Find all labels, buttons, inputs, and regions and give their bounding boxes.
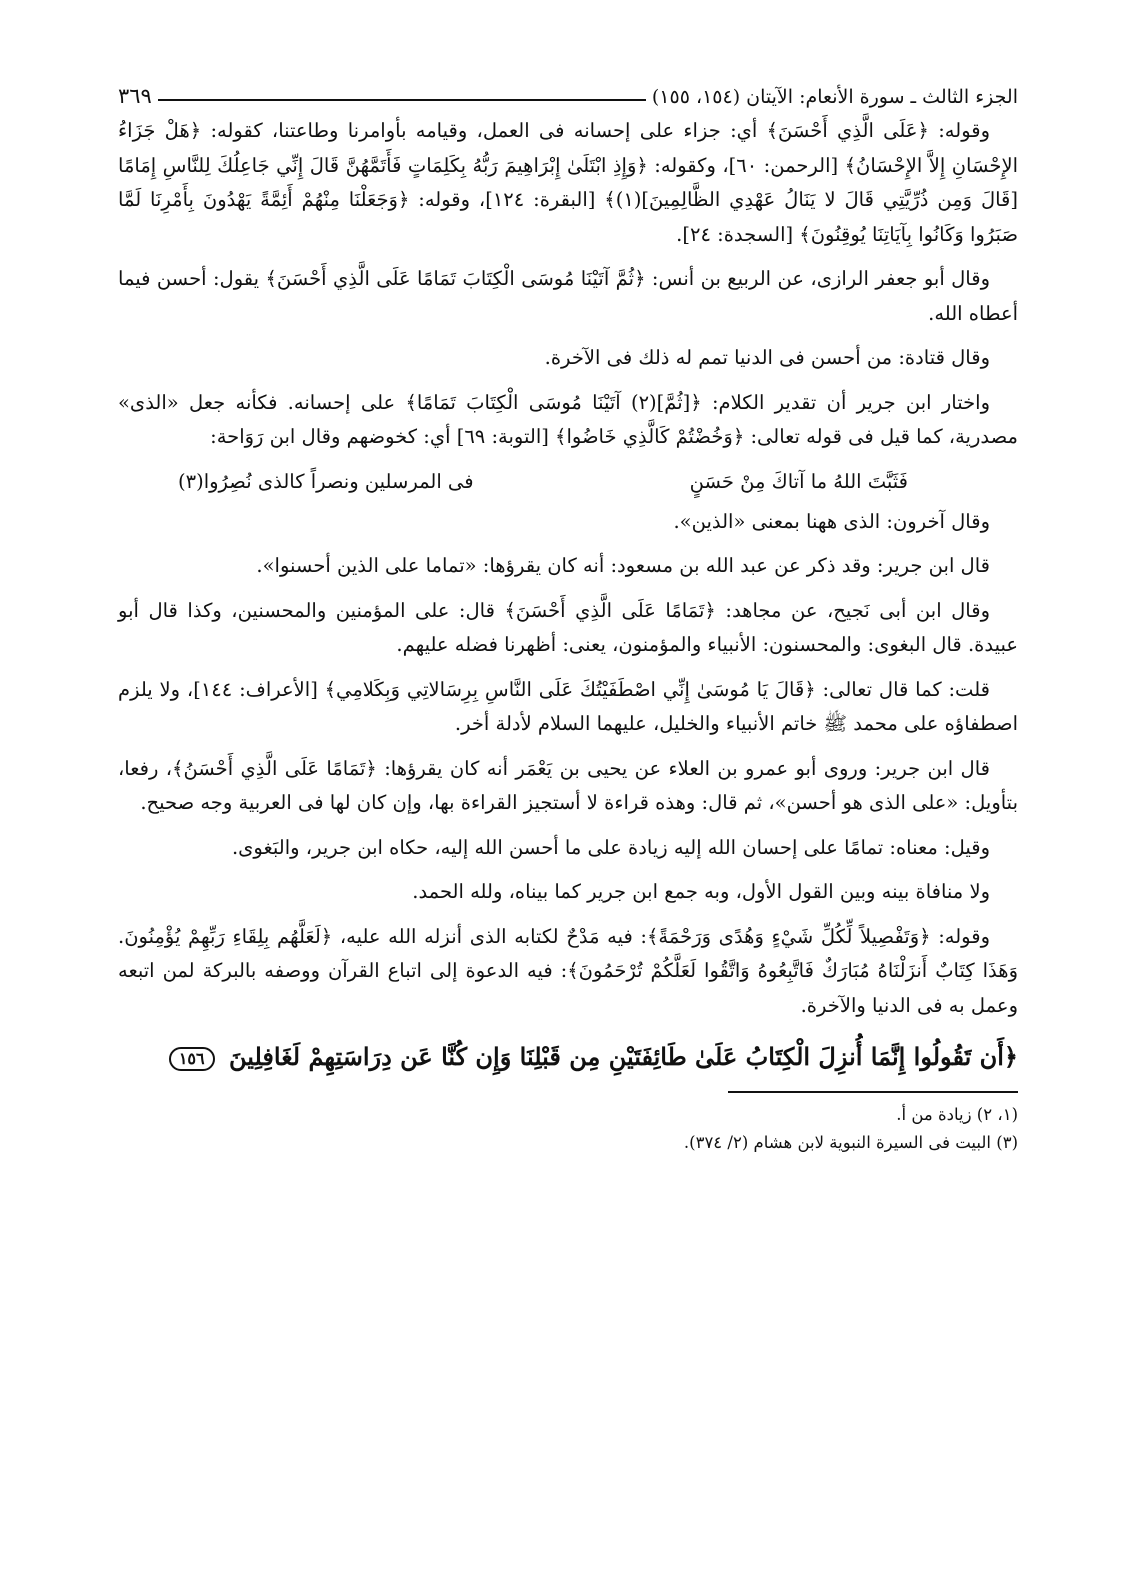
ayah-number-badge: ١٥٦ — [169, 1047, 215, 1071]
paragraph: وقيل: معناه: تمامًا على إحسان الله إليه زيادة على ما أحسن الله إليه، حكاه ابن جرير، والبَغوى. — [231, 835, 990, 859]
ayah-text: ﴿أَن تَقُولُوا إِنَّمَا أُنزِلَ الْكِتَابُ عَلَىٰ طَائِفَتَيْنِ مِن قَبْلِنَا وَإِن كُنَّا عَن دِرَاسَتِهِمْ لَغَافِلِينَ — [228, 1042, 1018, 1071]
paragraph: ولا منافاة بينه وبين القول الأول، وبه جمع ابن جرير كما بيناه، ولله الحمد. — [412, 880, 990, 903]
quran-ayah — [118, 1035, 1018, 1079]
paragraph: واختار ابن جرير أن تقدير الكلام: ﴿[ثُمَّ](٢) آتَيْنَا مُوسَى الْكِتَابَ تَمَامًا﴾ على إحسانه. فكأنه جعل «الذى» مصدرية، كما قيل فى قوله تعالى: ﴿وَخُضْتُمْ كَالَّذِي خَاضُوا﴾ [التوبة: ٦٩] أي: كخوضهم وقال ابن رَوَاحة: — [118, 390, 1018, 448]
paragraph: وقال قتادة: من أحسن فى الدنيا تمم له ذلك فى الآخرة. — [544, 346, 990, 369]
footnote: (٣) البيت فى السيرة النبوية لابن هشام (٢/ ٣٧٤). — [683, 1133, 1018, 1152]
paragraph: وقوله: ﴿عَلَى الَّذِي أَحْسَنَ﴾ أي: جزاء على إحسانه فى العمل، وقيامه بأوامرنا وطاعتنا، كقوله: ﴿هَلْ جَزَاءُ الإِحْسَانِ إِلاَّ الإِحْسَانُ﴾ [الرحمن: ٦٠]، وكقوله: ﴿وَإِذِ ابْتَلَىٰ إِبْرَاهِيمَ رَبُّهُ بِكَلِمَاتٍ فَأَتَمَّهُنَّ قَالَ إِنِّي جَاعِلُكَ لِلنَّاسِ إِمَامًا [قَالَ وَمِن ذُرِّيَّتِي قَالَ لا يَنَالُ عَهْدِي الظَّالِمِينَ](١)﴾ [البقرة: ١٢٤]، وقوله: ﴿وَجَعَلْنَا مِنْهُمْ أَئِمَّةً يَهْدُونَ بِأَمْرِنَا لَمَّا صَبَرُوا وَكَانُوا بِآيَاتِنَا يُوقِنُونَ﴾ [السجدة: ٢٤]. — [118, 119, 1018, 246]
footnote-rule — [728, 1091, 1018, 1093]
header-title: الجزء الثالث ـ سورة الأنعام: الآيتان (١٥٤، ١٥٥) — [651, 86, 1018, 108]
paragraph: وقال ابن أبى نَجيح، عن مجاهد: ﴿تَمَامًا عَلَى الَّذِي أَحْسَنَ﴾ قال: على المؤمنين والمحسنين، وكذا قال أبو عبيدة. قال البغوى: والمحسنون: الأنبياء والمؤمنون، يعنى: أظهرنا فضله عليهم. — [118, 598, 1018, 656]
paragraph: وقوله: ﴿وَتَفْصِيلاً لِّكُلِّ شَيْءٍ وَهُدًى وَرَحْمَةً﴾: فيه مَدْحٌ لكتابه الذى أنزله الله عليه، ﴿لَعَلَّهُم بِلِقَاءِ رَبِّهِمْ يُؤْمِنُونَ. وَهَذَا كِتَابٌ أَنزَلْنَاهُ مُبَارَكٌ فَاتَّبِعُوهُ وَاتَّقُوا لَعَلَّكُمْ تُرْحَمُونَ﴾: فيه الدعوة إلى اتباع القرآن ووصفه بالبركة لمن اتبعه وعمل به فى الدنيا والآخرة. — [118, 924, 1018, 1017]
header-rule — [158, 99, 646, 101]
running-header — [118, 78, 1018, 108]
paragraph: قلت: كما قال تعالى: ﴿قَالَ يَا مُوسَىٰ إِنِّي اصْطَفَيْتُكَ عَلَى النَّاسِ بِرِسَالاتِي وَبِكَلامِي﴾ [الأعراف: ١٤٤]، ولا يلزم اصطفاؤه على محمد ﷺ خاتم الأنبياء والخليل، عليهما السلام لأدلة أخر. — [118, 677, 1018, 735]
page-body — [118, 114, 1018, 1157]
page — [118, 78, 1018, 1157]
page-number: ٣٦٩ — [118, 84, 152, 108]
paragraph: وقال آخرون: الذى ههنا بمعنى «الذين». — [673, 509, 990, 533]
verse-second-hemistich: فى المرسلين ونصراً كالذى نُصِرُوا(٣) — [178, 469, 474, 493]
poetry-verse — [118, 465, 1018, 499]
verse-first-hemistich: فَثَبَّتَ اللهُ ما آتاكَ مِنْ حَسَنٍ — [689, 469, 908, 493]
paragraph: وقال أبو جعفر الرازى، عن الربيع بن أنس: ﴿ثُمَّ آتَيْنَا مُوسَى الْكِتَابَ تَمَامًا عَلَى الَّذِي أَحْسَنَ﴾ يقول: أحسن فيما أعطاه الله. — [118, 267, 1018, 325]
paragraph: قال ابن جرير: وقد ذكر عن عبد الله بن مسعود: أنه كان يقرؤها: «تماما على الذين أحسنوا». — [256, 554, 990, 577]
paragraph: قال ابن جرير: وروى أبو عمرو بن العلاء عن يحيى بن يَعْمَر أنه كان يقرؤها: ﴿تَمَامًا عَلَى الَّذِي أَحْسَنُ﴾، رفعا، بتأويل: «على الذى هو أحسن»، ثم قال: وهذه قراءة لا أستجيز القراءة بها، وإن كان لها فى العربية وجه صحيح. — [118, 756, 1018, 814]
footnote: (١، ٢) زيادة من أ. — [896, 1105, 1018, 1124]
